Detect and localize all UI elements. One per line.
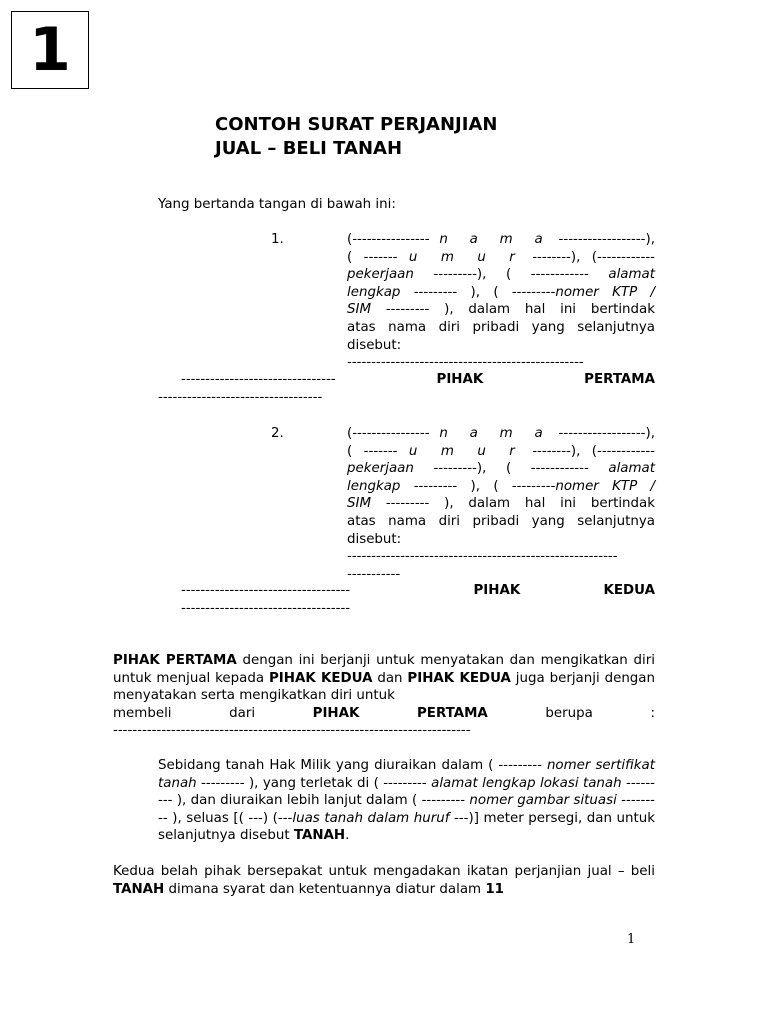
party-2-designation: ----------------------------------- PIHAK KEDUA: [181, 583, 655, 598]
party-1-number: 1.: [271, 232, 284, 247]
party-2-block: (---------------- n a m a ------------------), ( ------- u m u r --------), (------------ pekerjaan ---------), ( ------------ alamat lengkap --------- ), ( ---------nomer KTP / SIM --------- ), dalam hal ini bertindak atas nama diri pribadi yang selanjutnya disebut: -------------------------------------------------------- -----------: [347, 426, 655, 582]
footer-page-number: 1: [627, 932, 636, 947]
party-2-number: 2.: [271, 426, 284, 441]
paragraph-land-description: Sebidang tanah Hak Milik yang diuraikan dalam ( --------- nomer sertifikat tanah --------- ), yang terletak di ( --------- alamat lengkap lokasi tanah --------- ), dan diuraikan lebih lanjut dalam ( --------- nomer gambar situasi --------- ), seluas [( ---) (---luas tanah dalam huruf ---)] meter persegi, dan untuk selanjutnya disebut TANAH.: [158, 758, 656, 844]
document-title: [215, 113, 497, 161]
title-line-2: JUAL – BELI TANAH: [215, 138, 403, 159]
party-1-block: (---------------- n a m a ------------------), ( ------- u m u r --------), (------------ pekerjaan ---------), ( ------------ alamat lengkap --------- ), ( ---------nomer KTP / SIM --------- ), dalam hal ini bertindak atas nama diri pribadi yang selanjutnya disebut: -------------------------------------------------: [347, 232, 655, 371]
page-number-box: 1: [11, 11, 89, 89]
party-1-designation: -------------------------------- PIHAK PERTAMA: [181, 372, 655, 387]
party-2-tail: -----------------------------------: [181, 601, 351, 616]
paragraph-terms: Kedua belah pihak bersepakat untuk mengadakan ikatan perjanjian jual – beli TANAH dimana syarat dan ketentuannya diatur dalam 11: [113, 864, 655, 897]
party-1-tail: ----------------------------------: [158, 390, 323, 405]
intro-text: Yang bertanda tangan di bawah ini:: [158, 197, 396, 212]
paragraph-agreement: PIHAK PERTAMA dengan ini berjanji untuk menyatakan dan mengikatkan diri untuk menjual kepada PIHAK KEDUA dan PIHAK KEDUA juga berjanji dengan menyatakan serta mengikatkan diri untuk membeli dari PIHAK PERTAMA berupa : --------------------------------------------------------------------------: [113, 653, 655, 739]
title-line-1: CONTOH SURAT PERJANJIAN: [215, 114, 498, 135]
